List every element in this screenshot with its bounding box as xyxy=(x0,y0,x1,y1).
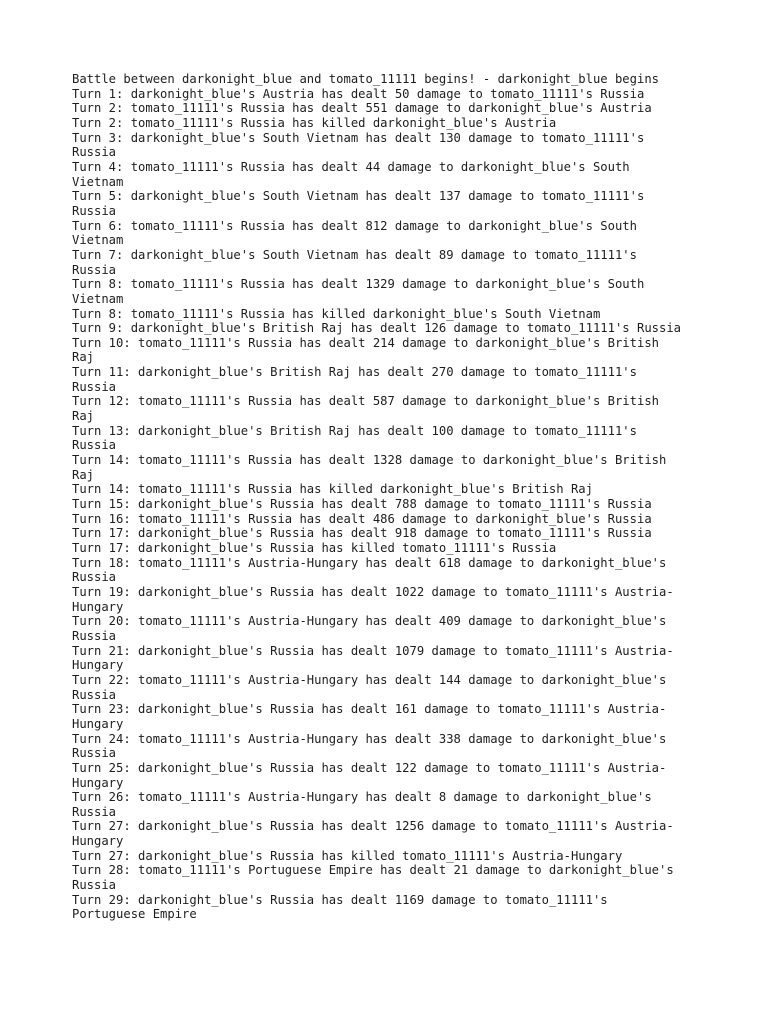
log-line: Russia xyxy=(72,628,117,643)
log-line: Turn 9: darkonight_blue's British Raj has dealt 126 damage to tomato_11111's Russia xyxy=(72,321,682,336)
log-line: Vietnam xyxy=(72,291,124,306)
log-line: Turn 12: tomato_11111's Russia has dealt 587 damage to darkonight_blue's British xyxy=(72,394,659,409)
log-line: Turn 13: darkonight_blue's British Raj has dealt 100 damage to tomato_11111's xyxy=(72,423,637,438)
log-line: Turn 7: darkonight_blue's South Vietnam has dealt 89 damage to tomato_11111's xyxy=(72,247,637,262)
log-line: Raj xyxy=(72,467,95,482)
log-line: Hungary xyxy=(72,716,124,731)
log-line: Vietnam xyxy=(72,233,124,248)
log-line: Turn 28: tomato_11111's Portuguese Empire has dealt 21 damage to darkonight_blue's xyxy=(72,863,674,878)
log-line: Turn 27: darkonight_blue's Russia has dealt 1256 damage to tomato_11111's Austria- xyxy=(72,819,674,834)
log-line: Turn 18: tomato_11111's Austria-Hungary has dealt 618 damage to darkonight_blue's xyxy=(72,555,667,570)
log-line: Turn 24: tomato_11111's Austria-Hungary has dealt 338 damage to darkonight_blue's xyxy=(72,731,667,746)
log-line: Turn 29: darkonight_blue's Russia has dealt 1169 damage to tomato_11111's xyxy=(72,892,608,907)
log-line: Russia xyxy=(72,145,117,160)
log-line: Turn 19: darkonight_blue's Russia has dealt 1022 damage to tomato_11111's Austria- xyxy=(72,584,674,599)
log-line: Turn 27: darkonight_blue's Russia has killed tomato_11111's Austria-Hungary xyxy=(72,848,623,863)
log-line: Turn 11: darkonight_blue's British Raj has dealt 270 damage to tomato_11111's xyxy=(72,365,637,380)
log-line: Russia xyxy=(72,262,117,277)
log-line: Russia xyxy=(72,878,117,893)
log-line: Russia xyxy=(72,438,117,453)
log-line: Hungary xyxy=(72,658,124,673)
battle-header-line: Battle between darkonight_blue and tomato_11111 begins! - darkonight_blue begins xyxy=(72,72,659,86)
log-line: Vietnam xyxy=(72,174,124,189)
log-line: Turn 26: tomato_11111's Austria-Hungary has dealt 8 damage to darkonight_blue's xyxy=(72,790,652,805)
log-line: Turn 16: tomato_11111's Russia has dealt 486 damage to darkonight_blue's Russia xyxy=(72,511,652,526)
log-line: Russia xyxy=(72,687,117,702)
battle-log xyxy=(72,72,702,922)
log-line: Turn 4: tomato_11111's Russia has dealt 44 damage to darkonight_blue's South xyxy=(72,159,630,174)
log-line: Turn 14: tomato_11111's Russia has dealt 1328 damage to darkonight_blue's British xyxy=(72,453,667,468)
log-line: Hungary xyxy=(72,599,124,614)
log-line: Russia xyxy=(72,379,117,394)
log-line: Turn 8: tomato_11111's Russia has killed darkonight_blue's South Vietnam xyxy=(72,306,601,321)
log-line: Turn 10: tomato_11111's Russia has dealt 214 damage to darkonight_blue's British xyxy=(72,335,659,350)
log-line: Turn 21: darkonight_blue's Russia has dealt 1079 damage to tomato_11111's Austria- xyxy=(72,643,674,658)
log-line: Turn 6: tomato_11111's Russia has dealt 812 damage to darkonight_blue's South xyxy=(72,218,637,233)
log-line: Russia xyxy=(72,804,117,819)
log-line: Turn 14: tomato_11111's Russia has killed darkonight_blue's British Raj xyxy=(72,482,593,497)
log-line: Hungary xyxy=(72,834,124,849)
log-line: Turn 3: darkonight_blue's South Vietnam has dealt 130 damage to tomato_11111's xyxy=(72,130,645,145)
log-line: Turn 5: darkonight_blue's South Vietnam has dealt 137 damage to tomato_11111's xyxy=(72,189,645,204)
log-line: Russia xyxy=(72,203,117,218)
log-line: Turn 2: tomato_11111's Russia has dealt 551 damage to darkonight_blue's Austria xyxy=(72,101,652,116)
log-line: Turn 17: darkonight_blue's Russia has killed tomato_11111's Russia xyxy=(72,541,557,555)
log-line: Turn 8: tomato_11111's Russia has dealt 1329 damage to darkonight_blue's South xyxy=(72,277,645,292)
log-line: Raj xyxy=(72,350,95,365)
log-line: Turn 23: darkonight_blue's Russia has dealt 161 damage to tomato_11111's Austria- xyxy=(72,702,667,717)
log-line: Turn 22: tomato_11111's Austria-Hungary has dealt 144 damage to darkonight_blue's xyxy=(72,672,667,687)
log-line: Turn 15: darkonight_blue's Russia has dealt 788 damage to tomato_11111's Russia xyxy=(72,497,652,512)
log-line: Hungary xyxy=(72,775,124,790)
log-line: Raj xyxy=(72,409,95,424)
log-line: Russia xyxy=(72,570,117,585)
log-line: Russia xyxy=(72,746,117,761)
log-line: Portuguese Empire xyxy=(72,907,197,922)
log-line: Turn 1: darkonight_blue's Austria has dealt 50 damage to tomato_11111's Russia xyxy=(72,86,645,101)
log-line: Turn 25: darkonight_blue's Russia has dealt 122 damage to tomato_11111's Austria- xyxy=(72,760,667,775)
log-line: Turn 17: darkonight_blue's Russia has dealt 918 damage to tomato_11111's Russia xyxy=(72,526,652,541)
log-line: Turn 20: tomato_11111's Austria-Hungary has dealt 409 damage to darkonight_blue's xyxy=(72,614,667,629)
log-line: Turn 2: tomato_11111's Russia has killed darkonight_blue's Austria xyxy=(72,115,557,130)
